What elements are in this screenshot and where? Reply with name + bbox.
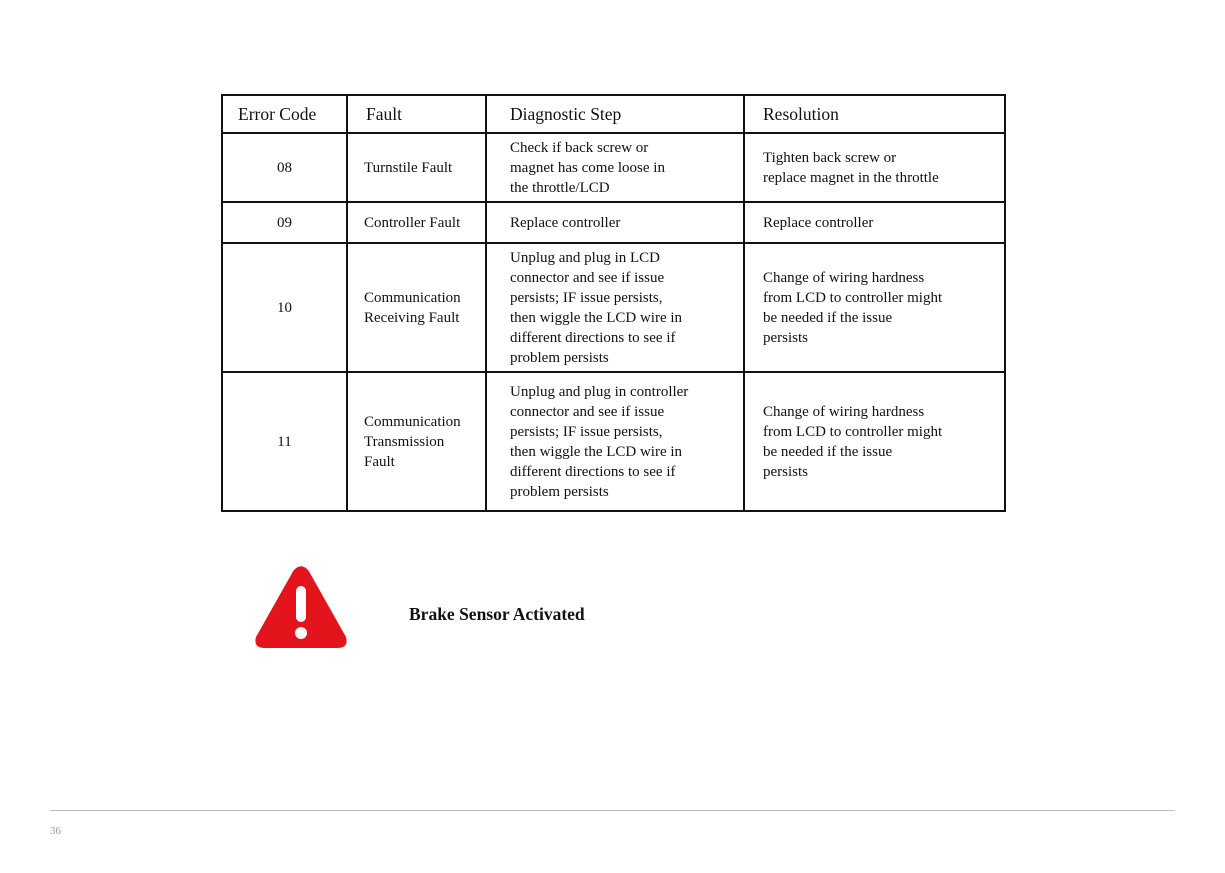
diagnostic-text: Replace controller: [510, 214, 621, 231]
error-code: 11: [277, 433, 292, 450]
resolution-cell: [744, 202, 1005, 243]
diagnostic-text: Unplug and plug in controller connector and see if issue persists; IF issue persists, then wiggle the LCD wire in different directions to see if problem persists: [510, 383, 689, 500]
fault-cell: [347, 202, 486, 243]
error-code-cell: [222, 372, 347, 511]
fault-text: Turnstile Fault: [364, 159, 453, 176]
header-error-code: Error Code: [222, 95, 347, 133]
header-resolution: Resolution: [744, 95, 1005, 133]
resolution-text: Replace controller: [763, 214, 874, 231]
header-fault: Fault: [347, 95, 486, 133]
footer-divider: [50, 810, 1175, 811]
resolution-text: Change of wiring hardness from LCD to controller might be needed if the issue persists: [763, 403, 943, 480]
error-code-table: [221, 94, 1006, 512]
diagnostic-cell: [486, 372, 744, 511]
error-code-cell: [222, 243, 347, 372]
fault-text: Communication Transmission Fault: [364, 413, 461, 470]
error-code-cell: [222, 133, 347, 202]
fault-cell: [347, 372, 486, 511]
warning-title: Brake Sensor Activated: [409, 604, 585, 624]
table-row: [222, 133, 1005, 202]
table-row: [222, 372, 1005, 511]
resolution-text: Tighten back screw or replace magnet in the throttle: [763, 149, 939, 186]
fault-cell: [347, 243, 486, 372]
diagnostic-cell: [486, 202, 744, 243]
resolution-text: Change of wiring hardness from LCD to controller might be needed if the issue persists: [763, 269, 943, 346]
table-header-row: [222, 95, 1005, 133]
diagnostic-cell: [486, 243, 744, 372]
warning-triangle-icon: [253, 564, 349, 650]
resolution-cell: [744, 133, 1005, 202]
table-row: [222, 202, 1005, 243]
diagnostic-text: Check if back screw or magnet has come loose in the throttle/LCD: [510, 139, 665, 196]
error-code: 08: [277, 159, 292, 176]
table-row: [222, 243, 1005, 372]
header-diagnostic-step: Diagnostic Step: [486, 95, 744, 133]
page-number: 36: [50, 825, 61, 837]
resolution-cell: [744, 243, 1005, 372]
fault-text: Controller Fault: [364, 214, 461, 231]
error-code: 10: [277, 299, 292, 316]
diagnostic-cell: [486, 133, 744, 202]
resolution-cell: [744, 372, 1005, 511]
error-code-cell: [222, 202, 347, 243]
error-code: 09: [277, 214, 292, 231]
fault-text: Communication Receiving Fault: [364, 289, 461, 326]
fault-cell: [347, 133, 486, 202]
diagnostic-text: Unplug and plug in LCD connector and see if issue persists; IF issue persists, then wiggle the LCD wire in different directions to see if problem persists: [510, 249, 683, 366]
